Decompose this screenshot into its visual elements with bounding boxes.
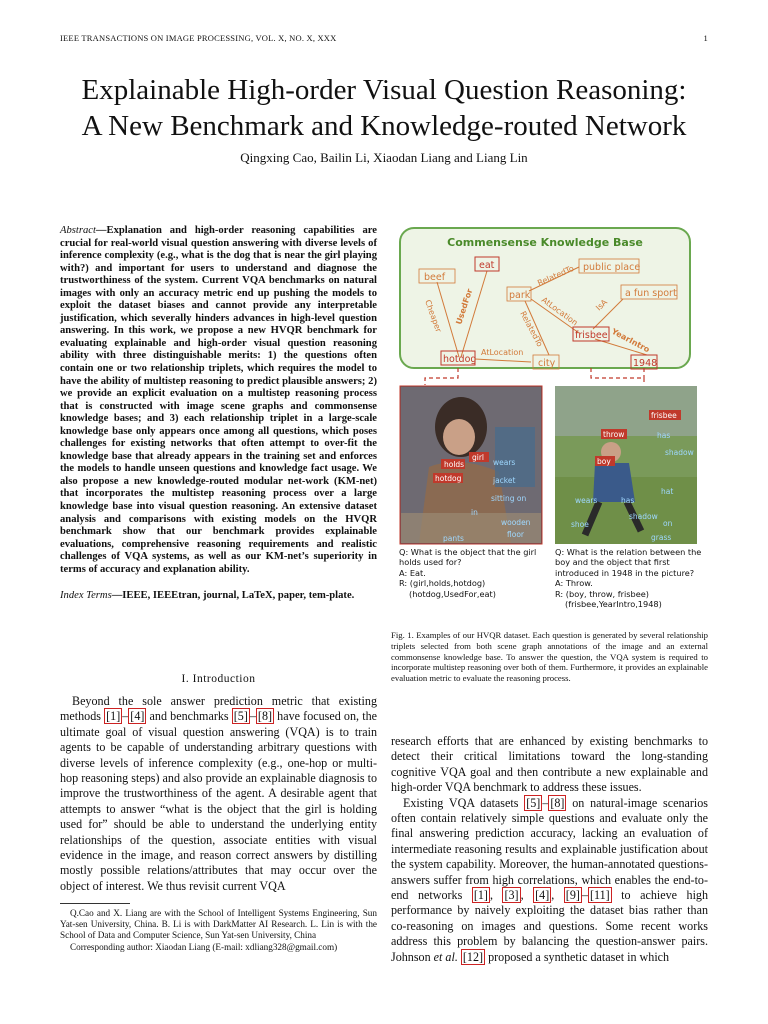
edge-label-atlocation-1: AtLocation: [539, 295, 580, 328]
index-terms-text: —IEEE, IEEEtran, journal, LaTeX, paper, tem-plate.: [111, 590, 355, 602]
tag-has: has: [657, 431, 671, 440]
tag-shadow-2: shadow: [629, 512, 658, 521]
node-public-place: public place: [583, 262, 641, 273]
tag-throw: throw: [603, 430, 625, 439]
text-run: on natural-image scenarios often contain relatively simple questions and evaluate only the final answering prediction accuracy, lacking an evaluation of intermediate reasoning results and explainable justification about the system capability. Moreover, the human-annotated questions-answers suffer from high correlations, which enables the end-to-end networks: [391, 795, 708, 903]
corresponding-author-footnote: Corresponding author: Xiaodan Liang (E-mail: xdliang328@gmail.com): [70, 941, 338, 952]
edge-label-relatedto-2: RelatedTo: [518, 309, 545, 349]
tag-on: on: [663, 519, 673, 528]
index-terms: [60, 590, 377, 603]
author-list: Qingxing Cao, Bailin Li, Xiaodan Liang and Liang Lin: [240, 150, 528, 165]
index-terms-label: Index Terms: [60, 590, 112, 602]
edge-label-yearintro: YearIntro: [610, 326, 652, 355]
intro-paragraph-2: [391, 796, 708, 965]
text-run: and benchmarks: [146, 709, 232, 724]
text-run: –: [542, 795, 549, 810]
citation-link[interactable]: [11]: [589, 888, 610, 903]
citation-link[interactable]: [12]: [462, 949, 484, 964]
tag-hat: hat: [661, 487, 674, 496]
right-reasoning-2: (frisbee,YearIntro,1948): [565, 599, 662, 610]
text-run: Existing VQA datasets: [403, 795, 525, 810]
connector-left: [425, 368, 458, 385]
citation-link[interactable]: [5]: [526, 795, 541, 810]
citation-link[interactable]: [9]: [565, 888, 580, 903]
edge-label-relatedto-1: RelatedTo: [536, 263, 576, 288]
tag-girl: girl: [472, 453, 485, 462]
citation-link[interactable]: [5]: [233, 709, 248, 724]
journal-name: IEEE TRANSACTIONS ON IMAGE PROCESSING, VOL. X, NO. X, XXX: [60, 33, 337, 43]
node-city: city: [538, 358, 556, 369]
text-run: et al.: [433, 949, 458, 964]
node-1948: 1948: [633, 358, 658, 369]
tag-in: in: [471, 508, 478, 517]
tag-shoe: shoe: [571, 520, 589, 529]
abstract-label: Abstract: [60, 225, 96, 236]
citation-link[interactable]: [3]: [504, 888, 519, 903]
text-run: ,: [551, 888, 564, 903]
edge-label-cheaper: Cheaper: [423, 298, 444, 334]
caption-text: Examples of our HVQR dataset. Each question is generated by several relationship triplets selected from both scene graph annotations of the image and an external commonsense knowledge base. To answer the question, the VQA system is required to incorporate multistep reasoning over both of them. Furthermore, it provides an explainable evaluation metric to evaluate the reasoning process.: [391, 630, 708, 684]
right-answer: A: Throw.: [555, 578, 593, 589]
girl-face: [443, 419, 475, 455]
left-qa: [399, 547, 545, 599]
text-run: –: [249, 709, 256, 724]
intro-paragraph: [60, 694, 377, 894]
left-reasoning-1: R: (girl,holds,hotdog): [399, 578, 486, 589]
tag-wears-right: wears: [575, 496, 598, 505]
node-frisbee: frisbee: [575, 330, 608, 341]
node-fun-sport: a fun sport: [625, 288, 677, 299]
edge-label-isa: IsA: [594, 297, 610, 313]
citation-link[interactable]: [1]: [473, 888, 488, 903]
page-number: 1: [703, 33, 708, 43]
citation-link[interactable]: [4]: [535, 888, 550, 903]
citation-link[interactable]: [4]: [130, 709, 145, 724]
footnote-rule: [60, 903, 130, 904]
text-run: Beyond the sole answer prediction metric that existing methods: [60, 694, 377, 724]
tag-floor: floor: [507, 530, 524, 539]
abstract-text: —Explanation and high-order reasoning capabilities are crucial for real-world visual question answering with diverse levels of inference complexity (e.g., what is the dog that is near the girl playing with?) and important for users to understand and diagnose the trustworthiness of the system. Current VQA benchmarks on natural images with only an accuracy metric end up pushing the models to exploit the dataset biases and cannot provide any interpretable justification, which severally hinders advances in high-level question answering. In this work, we propose a new HVQR benchmark for evaluating explainable and high-order visual question reasoning ability with three distinguishable merits: 1) the questions often contain one or two relationship triplets, which requires the model to have the ability of multistep reasoning to predict plausible answers; 2) we provide an explicit evaluation on a multistep reasoning process that is constructed with image scene graphs and commonsense knowledge bases; and 3) each relationship triplet in a large-scale knowledge base only appears once among all questions, which poses challenges for existing networks that often attempt to over-fit the knowledge base that already appears in the training set and enforces the models to handle unseen questions and knowledge fact usage. We also propose a new knowledge-routed modular net-work (KM-net) that incorporates the multistep reasoning process over a large knowledge base into visual question reasoning. An extensive dataset analysis and comparisons with existing models on the HVQR benchmark show that our benchmark provides explainable evaluations, comprehensive reasoning requirements and realistic challenges of VQA systems, as well as our KM-net’s superiority in terms of accuracy and explanation ability.: [60, 225, 377, 575]
intro-left-column: [60, 694, 377, 894]
section-heading: I. Introduction: [181, 673, 256, 685]
left-answer: A: Eat.: [399, 567, 426, 578]
right-reasoning-1: R: (boy, throw, frisbee): [555, 588, 649, 599]
abstract-block: [60, 225, 377, 603]
left-reasoning-2: (hotdog,UsedFor,eat): [409, 588, 496, 599]
text-run: proposed a synthetic dataset in which: [485, 949, 670, 964]
node-park: park: [509, 290, 531, 301]
node-beef: beef: [424, 272, 446, 283]
right-qa: [555, 547, 707, 609]
tag-boy: boy: [597, 457, 611, 466]
tag-wears: wears: [493, 458, 516, 467]
caption-label: Fig. 1.: [391, 630, 414, 640]
intro-right-column: [391, 734, 708, 965]
affiliation-footnote: Q.Cao and X. Liang are with the School of Intelligent Systems Engineering, Sun Yat-sen University, China. B. Li is with DarkMatter AI Research. L. Lin is with the School of Data and Computer Science, Sun Yat-sen University, China: [60, 908, 377, 941]
citation-link[interactable]: [8]: [550, 795, 565, 810]
paper-title: [30, 72, 738, 144]
text-run: –: [122, 709, 129, 724]
title-line-2: A New Benchmark and Knowledge-routed Network: [81, 110, 687, 142]
footnotes: [60, 908, 377, 953]
tag-pants: pants: [443, 534, 464, 543]
tag-holds: holds: [444, 460, 465, 469]
tag-hotdog: hotdog: [435, 474, 462, 483]
abstract: [60, 225, 377, 576]
tag-frisbee: frisbee: [651, 411, 677, 420]
edge-label-atlocation-2: AtLocation: [481, 348, 524, 357]
left-question: Q: What is the object that the girl holds used for?: [399, 547, 537, 568]
node-hotdog: hotdog: [443, 354, 477, 365]
text-run: ,: [520, 888, 534, 903]
tag-shadow: shadow: [665, 448, 694, 457]
right-question: Q: What is the relation between the boy and the object that first introduced in 1948 in the picture?: [555, 547, 702, 578]
citation-link[interactable]: [1]: [106, 709, 121, 724]
tag-grass: grass: [651, 533, 672, 542]
text-run: ,: [489, 888, 503, 903]
title-line-1: Explainable High-order Visual Question Reasoning:: [81, 74, 687, 106]
figure-1: [399, 227, 707, 620]
text-run: to achieve high performance by naively exploiting the dataset bias rather than co-reasoning on images and questions. Some recent works address this problem by balancing the question-answer pairs. Johnson: [391, 888, 709, 964]
figure-caption: [391, 630, 708, 684]
tag-wooden: wooden: [501, 518, 531, 527]
connector-right: [591, 368, 644, 385]
edge-label-usedfor: UsedFor: [454, 287, 475, 326]
kb-title: Commensense Knowledge Base: [447, 236, 643, 249]
text-run: –: [581, 888, 588, 903]
node-eat: eat: [479, 260, 495, 271]
citation-link[interactable]: [8]: [257, 709, 273, 724]
tag-sitting-on: sitting on: [491, 494, 527, 503]
intro-continuation: research efforts that are enhanced by existing benchmarks to detect their critical limitations toward the long-standing cognitive VQA goal and then contribute a new explainable and high-order VQA benchmark to address these issues.: [391, 734, 708, 795]
dashed-connectors: [425, 368, 644, 385]
tag-jacket: jacket: [493, 476, 516, 485]
text-run: have focused on, the ultimate goal of visual question answering (VQA) is to train agents to be capable of understanding arbitrary questions with diverse levels of inference complexity (e.g., one-hop or multi-hop reasoning steps) and also provide an explainable diagnosis to improve the trustworthiness of the agent. A desirable agent that attempts to answer “what is the object that the girl is holding used for” should be able to understand the underlying entity relationships of the question, associate entities with visual evidence in the image, and reason correct answers by distilling mostly possible relations/attributes that may occur over the object of interest. We thus revisit current VQA: [60, 709, 377, 893]
running-header: [60, 33, 708, 43]
tag-has-2: has: [621, 496, 635, 505]
